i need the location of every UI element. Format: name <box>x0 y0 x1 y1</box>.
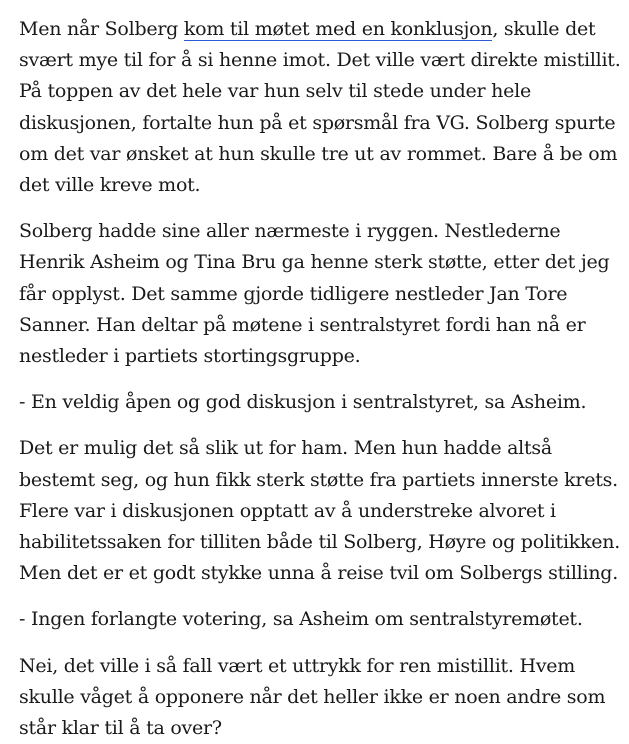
paragraph-1 <box>19 14 623 201</box>
paragraph-1-text-end: , skulle det svært mye til for å si henne imot. Det ville vært direkte mistillit. På toppen av det hele var hun selv til stede under hele diskusjonen, fortalte hun på et spørsmål fra VG. Solberg spurte om det var ønsket at hun skulle tre ut av rommet. Bare å be om det ville kreve mot. <box>19 18 621 197</box>
paragraph-4: Det er mulig det så slik ut for ham. Men hun hadde altså bestemt seg, og hun fikk sterk støtte fra partiets innerste krets. Flere var i diskusjonen opptatt av å understreke alvoret i habilitetssaken for tilliten både til Solberg, Høyre og politikken. Men det er et godt stykke unna å reise tvil om Solbergs stilling. <box>19 437 621 585</box>
quote-asheim-vote: - Ingen forlangte votering, sa Asheim om sentralstyremøtet. <box>19 608 583 631</box>
paragraph-1-text-start: Men når Solberg <box>19 18 184 40</box>
conclusion-link[interactable]: kom til møtet med en konklusjon <box>183 18 493 40</box>
paragraph-2: Solberg hadde sine aller nærmeste i ryggen. Nestlederne Henrik Asheim og Tina Bru ga henne sterk støtte, etter det jeg får opplyst. Det samme gjorde tidligere nestleder Jan Tore Sanner. Han deltar på møtene i sentralstyret fordi han nå er nestleder i partiets stortingsgruppe. <box>19 220 610 368</box>
quote-asheim-discussion: - En veldig åpen og god diskusjon i sentralstyret, sa Asheim. <box>19 391 587 414</box>
paragraph-6: Nei, det ville i så fall vært et uttrykk for ren mistillit. Hvem skulle våget å opponere når det heller ikke er noen andre som står klar til å ta over? <box>19 654 606 740</box>
